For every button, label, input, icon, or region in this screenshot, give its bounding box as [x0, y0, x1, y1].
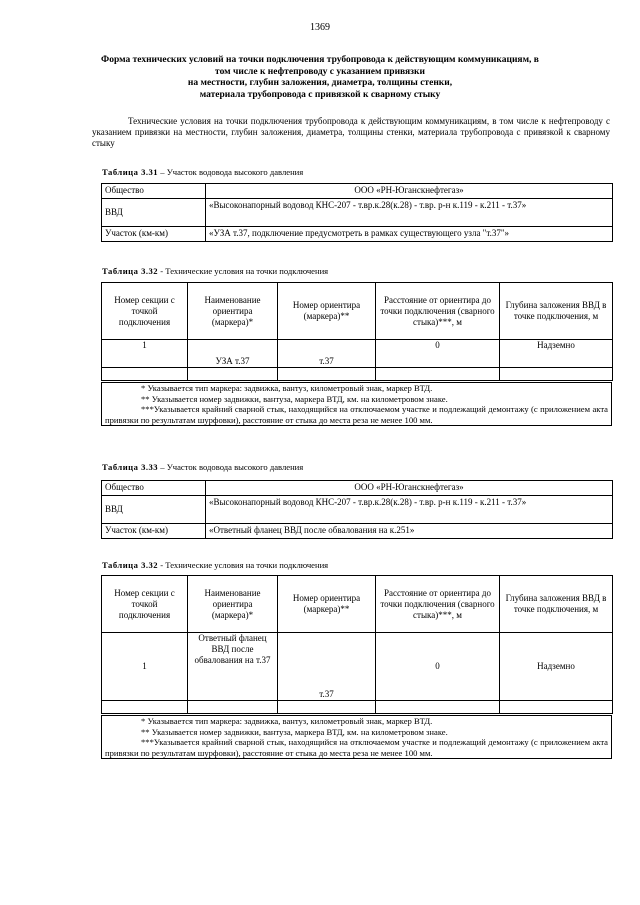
table-header-cell: Расстояние от ориентира до точки подключения (сварного стыка)***, м [376, 576, 500, 633]
table-cell: Ответный фланец ВВД после обвалования на т.37 [188, 633, 278, 701]
title-line: Форма технических условий на точки подключения трубопровода к действующим коммуникациям, в [101, 55, 539, 65]
table-cell: 0 [376, 340, 500, 368]
table-cell-value: «Высоконапорный водовод КНС-207 - т.вр.к.28(к.28) - т.вр. р-н к.119 - к.211 - т.37» [206, 496, 613, 524]
table-header-row [102, 283, 613, 340]
table-row [102, 701, 613, 714]
table-cell: 0 [376, 633, 500, 701]
table-cell: Надземно [500, 340, 613, 368]
table-row [102, 368, 613, 381]
footnote: ***Указывается крайний сварной стык, находящийся на отключаемом участке и подлежащий демонтажу (с приложением акта привязки по результатам шурфовки), расстояние от стыка до места реза не менее 100 мм. [105, 737, 608, 758]
table-footnotes [101, 715, 612, 759]
table-caption [102, 560, 328, 570]
footnote: * Указывается тип маркера: задвижка, вантуз, километровый знак, маркер ВТД. [141, 383, 433, 393]
footnote: ***Указывается крайний сварной стык, находящийся на отключаемом участке и подлежащий демонтажу (с приложением акта привязки по результатам шурфовки), расстояние от стыка до места реза не менее 100 мм. [105, 404, 608, 425]
table-cell-value: «Ответный фланец ВВД после обвалования на к.251» [206, 524, 613, 539]
table-cell [500, 368, 613, 381]
table-cell-label: Общество [102, 481, 206, 496]
table-cell-label: Участок (км-км) [102, 227, 206, 242]
footnotes-row [102, 716, 612, 759]
table-caption-text: - Технические условия на точки подключения [158, 266, 329, 276]
table-cell-label: ВВД [102, 496, 206, 524]
footnotes-cell [102, 716, 612, 759]
site-info-table [101, 480, 613, 539]
table-cell [376, 701, 500, 714]
table-caption [102, 167, 303, 177]
table-caption [102, 462, 303, 472]
footnotes-row [102, 383, 612, 426]
table-row [102, 184, 613, 199]
table-caption [102, 266, 328, 276]
table-row [102, 481, 613, 496]
title-line: на местности, глубин заложения, диаметра, толщины стенки, [187, 78, 453, 88]
page-number: 1369 [310, 22, 330, 33]
table-row [102, 340, 613, 368]
table-row [102, 496, 613, 524]
title-line: том числе к нефтепроводу с указанием привязки [215, 66, 425, 77]
table-caption-label: Таблица 3.33 [102, 462, 159, 472]
table-cell [376, 368, 500, 381]
table-footnotes [101, 382, 612, 426]
table-row [102, 633, 613, 701]
table-cell [102, 701, 188, 714]
table-header-cell: Наименование ориентира (маркера)* [188, 576, 278, 633]
table-cell-label: Участок (км-км) [102, 524, 206, 539]
table-caption-text: – Участок водовода высокого давления [158, 167, 304, 177]
table-cell-label: ВВД [102, 199, 206, 227]
table-cell [188, 368, 278, 381]
footnote: * Указывается тип маркера: задвижка, вантуз, километровый знак, маркер ВТД. [141, 716, 433, 726]
table-header-cell: Расстояние от ориентира до точки подключения (сварного стыка)***, м [376, 283, 500, 340]
title-line: материала трубопровода с привязкой к сварному стыку [199, 89, 441, 100]
table-cell-value: «УЗА т.37, подключение предусмотреть в рамках существующего узла "т.37"» [206, 227, 613, 242]
table-caption-text: – Участок водовода высокого давления [158, 462, 304, 472]
connection-conditions-table [101, 575, 613, 714]
table-header-row [102, 576, 613, 633]
table-cell: 1 [102, 340, 188, 368]
table-row [102, 524, 613, 539]
table-header-cell: Номер секции с точкой подключения [102, 283, 188, 340]
table-cell: УЗА т.37 [188, 340, 278, 368]
table-cell-value: ООО «РН-Юганскнефтегаз» [206, 184, 613, 199]
table-cell-label: Общество [102, 184, 206, 199]
table-cell [278, 368, 376, 381]
table-header-cell: Глубина заложения ВВД в точке подключения, м [500, 283, 613, 340]
table-caption-label: Таблица 3.32 [102, 266, 159, 276]
table-cell: т.37 [278, 340, 376, 368]
table-cell [278, 701, 376, 714]
connection-conditions-table [101, 282, 613, 381]
table-caption-text: - Технические условия на точки подключения [158, 560, 329, 570]
table-cell [500, 701, 613, 714]
footnote: ** Указывается номер задвижки, вантуза, маркера ВТД, км. на километровом знаке. [141, 393, 448, 404]
table-cell-value: «Высоконапорный водовод КНС-207 - т.вр.к.28(к.28) - т.вр. р-н к.119 - к.211 - т.37» [206, 199, 613, 227]
table-header-cell: Номер ориентира (маркера)** [278, 283, 376, 340]
document-title [90, 55, 550, 101]
intro-paragraph: Технические условия на точки подключения трубопровода к действующим коммуникациям, в том числе к нефтепроводу с указанием привязки на местности, глубин заложения, диаметра, толщины стенки, материала трубопровода с привязкой к сварному стыку [92, 116, 610, 148]
table-cell: т.37 [278, 633, 376, 701]
table-caption-label: Таблица 3.31 [102, 167, 159, 177]
table-caption-label: Таблица 3.32 [102, 560, 159, 570]
table-row [102, 227, 613, 242]
table-cell [102, 368, 188, 381]
footnotes-cell [102, 383, 612, 426]
table-header-cell: Номер секции с точкой подключения [102, 576, 188, 633]
table-header-cell: Наименование ориентира (маркера)* [188, 283, 278, 340]
table-cell [188, 701, 278, 714]
table-header-cell: Глубина заложения ВВД в точке подключения, м [500, 576, 613, 633]
table-header-cell: Номер ориентира (маркера)** [278, 576, 376, 633]
table-cell-value: ООО «РН-Юганскнефтегаз» [206, 481, 613, 496]
table-cell: 1 [102, 633, 188, 701]
table-row [102, 199, 613, 227]
site-info-table [101, 183, 613, 242]
footnote: ** Указывается номер задвижки, вантуза, маркера ВТД, км. на километровом знаке. [141, 726, 448, 737]
table-cell: Надземно [500, 633, 613, 701]
